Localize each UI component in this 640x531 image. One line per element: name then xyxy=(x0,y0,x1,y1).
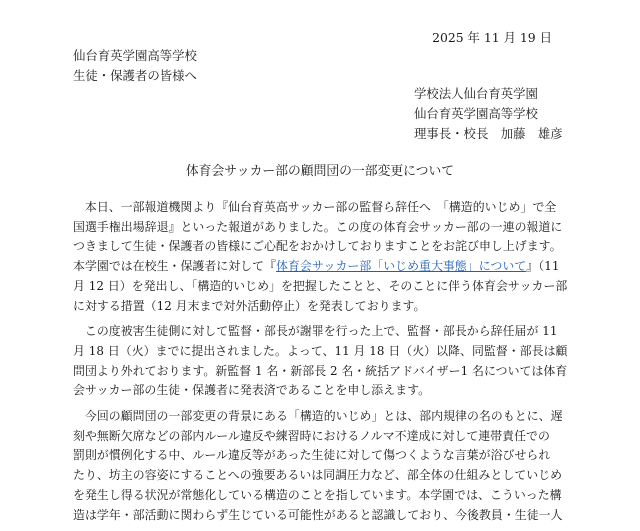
body-line: 罰則が慣例化する中、ルール違反等があった生徒に対して傷つくような言葉が浴びせられ xyxy=(73,448,551,463)
sender-school: 仙台育英学園高等学校 xyxy=(414,106,538,121)
body-line: 問団より外れております。新監督 1 名・新部長 2 名・統括アドバイザー1 名については体育 xyxy=(73,363,568,378)
sender-corporation: 学校法人仙台育英学園 xyxy=(414,86,538,101)
body-line: に対する措置（12 月末まで対外活動停止）を発表しております。 xyxy=(73,298,426,313)
body-line: 国選手権出場辞退』といった報道がありました。この度の体育会サッカー部の一連の報道に xyxy=(73,219,563,234)
body-line: 刻や無断欠席などの部内ルール違反や練習時におけるノルマ不達成に対して連帯責任での xyxy=(73,428,550,443)
sender-block xyxy=(414,84,563,144)
letter-body xyxy=(73,198,568,531)
addressee-school: 仙台育英学園高等学校 xyxy=(73,48,197,63)
body-line: 月 18 日（火）までに提出されました。よって、11 月 18 日（火）以降、同監督・部長は顧 xyxy=(73,343,568,358)
body-line: 本日、一部報道機関より『仙台育英高サッカー部の監督ら辞任へ 「構造的いじめ」で全 xyxy=(84,200,557,214)
body-line: つきまして生徒・保護者の皆様にご心配をおかけしておりますことをお詫び申し上げます。 xyxy=(73,239,562,254)
body-line: 月 12 日）を発出し、「構造的いじめ」を把握したことと、そのことに伴う体育会サッカー部 xyxy=(73,278,568,293)
paragraph-report-apology xyxy=(73,198,568,316)
addressee-recipients: 生徒・保護者の皆様へ xyxy=(73,68,197,83)
body-line xyxy=(73,257,560,277)
bullying-notice-link[interactable]: 体育会サッカー部「いじめ重大事態」について xyxy=(276,259,527,274)
paragraph-structural-bullying xyxy=(73,407,563,525)
body-line: 会サッカー部の生徒・保護者に発表済であることを申し添えます。 xyxy=(73,383,431,398)
body-line-prefix: 本学園では在校生・保護者に対して『 xyxy=(73,259,276,274)
body-line: 造は学年・部活動に関わらず生じている可能性があると認識しており、今後教員・生徒一人 xyxy=(73,507,563,522)
sender-signatory: 理事長・校長 加藤 雄彦 xyxy=(414,126,563,141)
body-line-suffix: 』（11 xyxy=(526,259,560,274)
body-line: たり、坊主の容姿にすることへの強要あるいは同調圧力など、部全体の仕組みとしていじめ xyxy=(73,468,563,483)
paragraph-resignation xyxy=(73,322,568,401)
body-line: を発生し得る状況が常態化している構造のことを指しています。本学園では、こういった構 xyxy=(73,487,562,502)
body-line: 今回の顧問団の一部変更の背景にある「構造的いじめ」とは、部内規律の名のもとに、遅 xyxy=(84,409,563,424)
body-line: この度被害生徒側に対して監督・部長が謝罪を行った上で、監督・部長から辞任届が 11 xyxy=(84,324,558,339)
document-title: 体育会サッカー部の顧問団の一部変更について xyxy=(185,164,455,179)
issue-date: 2025 年 11 月 19 日 xyxy=(432,30,552,45)
